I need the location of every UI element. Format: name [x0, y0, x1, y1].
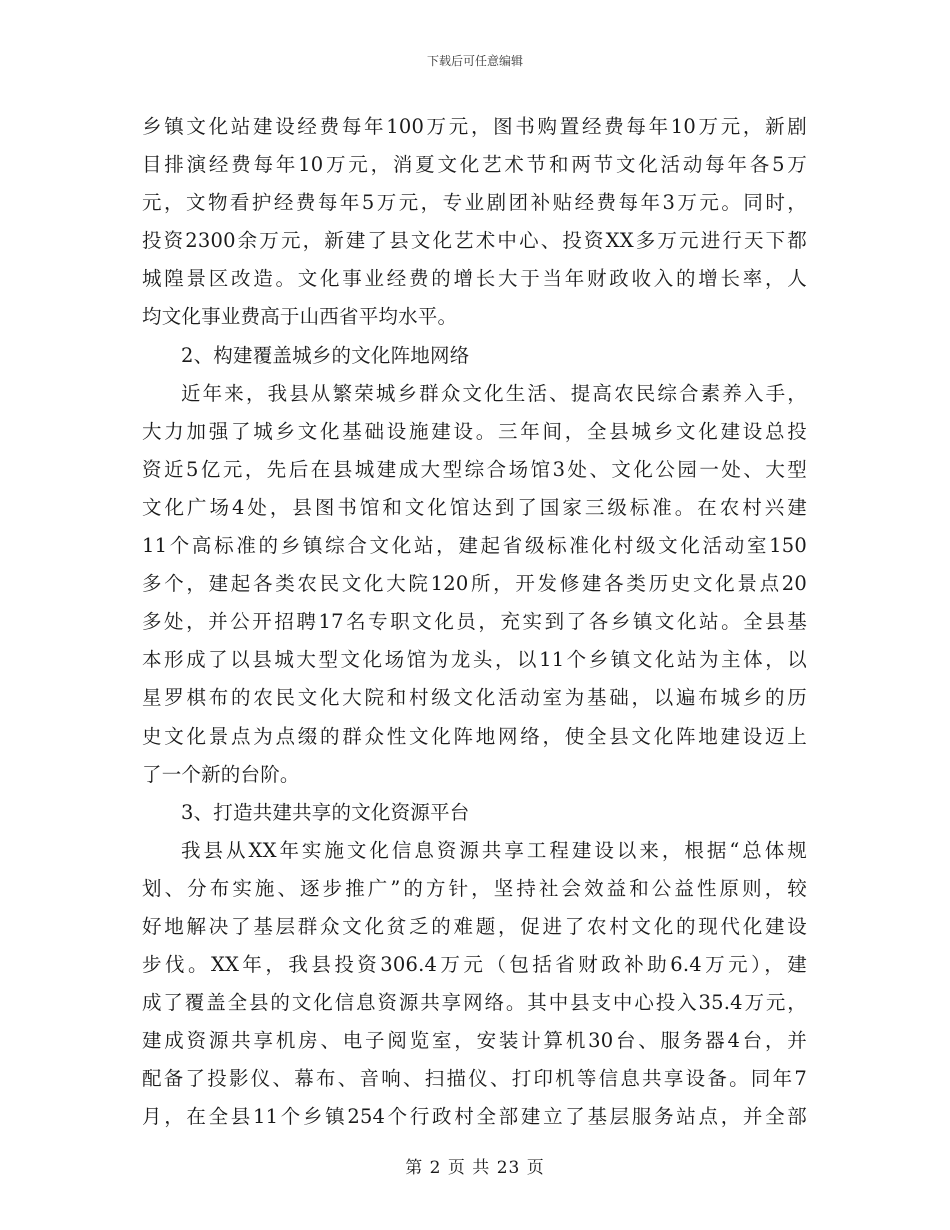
text-line: 资近5亿元，先后在县城建成大型综合场馆3处、文化公园一处、大型 [142, 457, 807, 481]
text-line: 史文化景点为点缀的群众性文化阵地网络，使全县文化阵地建设迈上 [142, 724, 807, 748]
text-line: 我县从XX年实施文化信息资源共享工程建设以来，根据“总体规 [181, 838, 807, 862]
text-line: 近年来，我县从繁荣城乡群众文化生活、提高农民综合素养入手， [181, 381, 807, 405]
text-line: 多个，建起各类农民文化大院120所，开发修建各类历史文化景点20 [142, 572, 807, 596]
text-line: 均文化事业费高于山西省平均水平。 [142, 305, 458, 329]
text-line: 多处，并公开招聘17名专职文化员，充实到了各乡镇文化站。全县基 [142, 610, 807, 634]
text-line: 建成资源共享机房、电子阅览室，安装计算机30台、服务器4台，并 [142, 1029, 807, 1053]
text-line: 星罗棋布的农民文化大院和村级文化活动室为基础，以遍布城乡的历 [142, 686, 807, 710]
text-line: 配备了投影仪、幕布、音响、扫描仪、打印机等信息共享设备。同年7 [142, 1067, 807, 1091]
text-line: 了一个新的台阶。 [142, 762, 300, 786]
section-heading: 2、构建覆盖城乡的文化阵地网络 [181, 343, 470, 367]
page-header: 下载后可任意编辑 [426, 54, 523, 68]
text-line: 投资2300余万元，新建了县文化艺术中心、投资XX多万元进行天下都 [142, 229, 807, 253]
text-line: 文化广场4处，县图书馆和文化馆达到了国家三级标准。在农村兴建 [142, 495, 807, 519]
page-number: 第 2 页 共 23 页 [405, 1158, 545, 1178]
document-body [142, 108, 807, 1137]
text-line: 成了覆盖全县的文化信息资源共享网络。其中县支中心投入35.4万元， [142, 991, 807, 1015]
text-line: 本形成了以县城大型文化场馆为龙头，以11个乡镇文化站为主体，以 [142, 648, 807, 672]
text-line: 城隍景区改造。文化事业经费的增长大于当年财政收入的增长率，人 [142, 267, 807, 291]
text-line: 元，文物看护经费每年5万元，专业剧团补贴经费每年3万元。同时， [142, 191, 807, 215]
text-line: 11个高标准的乡镇综合文化站，建起省级标准化村级文化活动室150 [142, 534, 807, 558]
text-line: 月，在全县11个乡镇254个行政村全部建立了基层服务站点，并全部 [142, 1105, 807, 1129]
text-line: 划、分布实施、逐步推广”的方针，坚持社会效益和公益性原则，较 [142, 876, 807, 900]
text-line: 乡镇文化站建设经费每年100万元，图书购置经费每年10万元，新剧 [142, 115, 807, 138]
text-line: 步伐。XX年，我县投资306.4万元（包括省财政补助6.4万元），建 [142, 953, 807, 977]
section-heading: 3、打造共建共享的文化资源平台 [181, 800, 470, 824]
text-line: 大力加强了城乡文化基础设施建设。三年间，全县城乡文化建设总投 [142, 419, 807, 443]
text-line: 好地解决了基层群众文化贫乏的难题，促进了农村文化的现代化建设 [142, 914, 807, 938]
text-line: 目排演经费每年10万元，消夏文化艺术节和两节文化活动每年各5万 [142, 153, 807, 177]
